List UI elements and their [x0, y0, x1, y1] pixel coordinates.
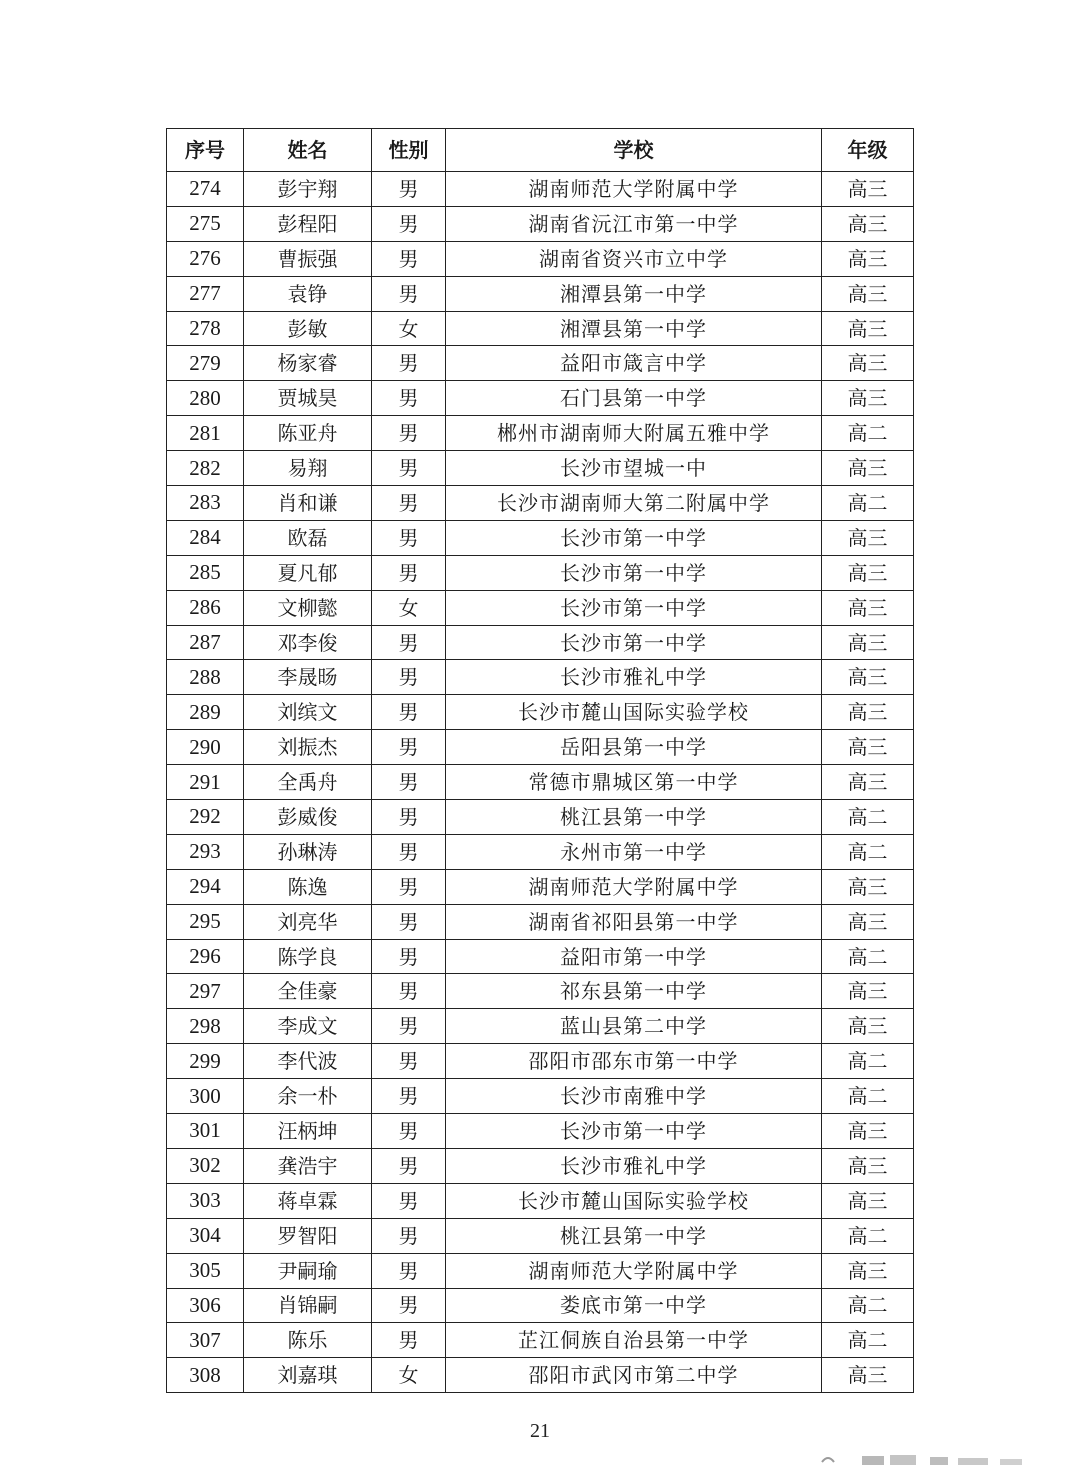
- cell-school: 益阳市箴言中学: [446, 346, 822, 381]
- cell-school: 长沙市雅礼中学: [446, 1148, 822, 1183]
- table-row: [167, 346, 914, 381]
- cell-school: 桃江县第一中学: [446, 800, 822, 835]
- cell-school: 湖南省资兴市立中学: [446, 241, 822, 276]
- cell-index: 293: [167, 834, 244, 869]
- cell-school: 蓝山县第二中学: [446, 1009, 822, 1044]
- cell-index: 290: [167, 730, 244, 765]
- cell-gender: 男: [372, 1253, 446, 1288]
- cell-name: 陈学良: [244, 939, 372, 974]
- cell-gender: 男: [372, 800, 446, 835]
- cell-index: 281: [167, 416, 244, 451]
- cell-school: 湖南省沅江市第一中学: [446, 206, 822, 241]
- cell-name: 余一朴: [244, 1079, 372, 1114]
- cell-name: 肖和谦: [244, 486, 372, 521]
- cell-index: 306: [167, 1288, 244, 1323]
- cell-gender: 男: [372, 276, 446, 311]
- cell-grade: 高二: [822, 486, 914, 521]
- cell-gender: 男: [372, 451, 446, 486]
- table-row: [167, 730, 914, 765]
- cell-name: 易翔: [244, 451, 372, 486]
- cell-gender: 男: [372, 1079, 446, 1114]
- cell-grade: 高三: [822, 206, 914, 241]
- cell-index: 275: [167, 206, 244, 241]
- table-row: [167, 276, 914, 311]
- cell-index: 276: [167, 241, 244, 276]
- cell-name: 夏凡郁: [244, 555, 372, 590]
- cell-grade: 高二: [822, 1044, 914, 1079]
- cell-gender: 女: [372, 1358, 446, 1393]
- cell-grade: 高三: [822, 381, 914, 416]
- cell-name: 刘缤文: [244, 695, 372, 730]
- table-row: [167, 695, 914, 730]
- cell-gender: 男: [372, 486, 446, 521]
- cell-grade: 高三: [822, 765, 914, 800]
- table-row: [167, 172, 914, 207]
- cell-index: 305: [167, 1253, 244, 1288]
- cell-index: 307: [167, 1323, 244, 1358]
- header-index: 序号: [167, 129, 244, 172]
- table-row: [167, 904, 914, 939]
- cell-school: 郴州市湖南师大附属五雅中学: [446, 416, 822, 451]
- table-header-row: [167, 129, 914, 172]
- cell-school: 长沙市南雅中学: [446, 1079, 822, 1114]
- cell-name: 邓李俊: [244, 625, 372, 660]
- cell-index: 302: [167, 1148, 244, 1183]
- table-row: [167, 1009, 914, 1044]
- cell-name: 龚浩宇: [244, 1148, 372, 1183]
- cell-gender: 男: [372, 834, 446, 869]
- cell-grade: 高三: [822, 1253, 914, 1288]
- cell-gender: 男: [372, 1183, 446, 1218]
- cell-school: 桃江县第一中学: [446, 1218, 822, 1253]
- cell-gender: 男: [372, 1148, 446, 1183]
- table-row: [167, 416, 914, 451]
- cell-index: 285: [167, 555, 244, 590]
- cell-index: 308: [167, 1358, 244, 1393]
- cell-gender: 男: [372, 869, 446, 904]
- table-row: [167, 1183, 914, 1218]
- table-row: [167, 486, 914, 521]
- cell-name: 汪柄坤: [244, 1114, 372, 1149]
- cell-index: 295: [167, 904, 244, 939]
- cell-name: 刘嘉琪: [244, 1358, 372, 1393]
- header-school: 学校: [446, 129, 822, 172]
- cell-school: 石门县第一中学: [446, 381, 822, 416]
- table-row: [167, 869, 914, 904]
- cell-gender: 男: [372, 172, 446, 207]
- cell-index: 283: [167, 486, 244, 521]
- cell-school: 长沙市第一中学: [446, 520, 822, 555]
- table-row: [167, 381, 914, 416]
- cell-school: 长沙市麓山国际实验学校: [446, 1183, 822, 1218]
- cell-name: 蒋卓霖: [244, 1183, 372, 1218]
- cell-grade: 高三: [822, 1114, 914, 1149]
- cell-gender: 男: [372, 904, 446, 939]
- cell-name: 李代波: [244, 1044, 372, 1079]
- table-row: [167, 939, 914, 974]
- cell-gender: 男: [372, 1323, 446, 1358]
- cell-name: 彭敏: [244, 311, 372, 346]
- page-number: 21: [530, 1420, 550, 1442]
- cell-grade: 高三: [822, 625, 914, 660]
- cell-school: 湖南师范大学附属中学: [446, 869, 822, 904]
- cell-index: 277: [167, 276, 244, 311]
- header-gender: 性别: [372, 129, 446, 172]
- cell-name: 全佳豪: [244, 974, 372, 1009]
- cell-grade: 高二: [822, 416, 914, 451]
- cell-grade: 高三: [822, 695, 914, 730]
- cell-index: 279: [167, 346, 244, 381]
- table-row: [167, 590, 914, 625]
- cell-grade: 高三: [822, 590, 914, 625]
- cell-name: 李成文: [244, 1009, 372, 1044]
- cell-grade: 高三: [822, 451, 914, 486]
- cell-gender: 男: [372, 1114, 446, 1149]
- cell-grade: 高三: [822, 904, 914, 939]
- cell-school: 湘潭县第一中学: [446, 276, 822, 311]
- cell-name: 彭威俊: [244, 800, 372, 835]
- cell-grade: 高二: [822, 939, 914, 974]
- cell-school: 长沙市第一中学: [446, 1114, 822, 1149]
- cell-grade: 高三: [822, 520, 914, 555]
- cell-name: 陈乐: [244, 1323, 372, 1358]
- table-row: [167, 1218, 914, 1253]
- cell-index: 294: [167, 869, 244, 904]
- cell-index: 292: [167, 800, 244, 835]
- table-row: [167, 241, 914, 276]
- cell-school: 长沙市湖南师大第二附属中学: [446, 486, 822, 521]
- cell-name: 肖锦嗣: [244, 1288, 372, 1323]
- cell-index: 274: [167, 172, 244, 207]
- cell-school: 长沙市麓山国际实验学校: [446, 695, 822, 730]
- cell-school: 湖南师范大学附属中学: [446, 1253, 822, 1288]
- cell-school: 长沙市第一中学: [446, 590, 822, 625]
- cell-grade: 高二: [822, 800, 914, 835]
- table-row: [167, 451, 914, 486]
- header-grade: 年级: [822, 129, 914, 172]
- cell-gender: 男: [372, 206, 446, 241]
- cell-school: 岳阳县第一中学: [446, 730, 822, 765]
- cell-index: 286: [167, 590, 244, 625]
- cell-school: 长沙市望城一中: [446, 451, 822, 486]
- cell-gender: 男: [372, 416, 446, 451]
- cell-grade: 高三: [822, 1183, 914, 1218]
- cell-grade: 高三: [822, 241, 914, 276]
- cell-index: 288: [167, 660, 244, 695]
- table-row: [167, 1323, 914, 1358]
- cell-gender: 男: [372, 625, 446, 660]
- table-row: [167, 206, 914, 241]
- cell-gender: 男: [372, 241, 446, 276]
- cell-index: 298: [167, 1009, 244, 1044]
- cell-grade: 高三: [822, 172, 914, 207]
- table-row: [167, 625, 914, 660]
- cell-gender: 男: [372, 1218, 446, 1253]
- table-row: [167, 1044, 914, 1079]
- cell-school: 长沙市第一中学: [446, 555, 822, 590]
- table-row: [167, 1253, 914, 1288]
- cell-gender: 女: [372, 311, 446, 346]
- cell-gender: 男: [372, 939, 446, 974]
- cell-grade: 高三: [822, 311, 914, 346]
- cell-grade: 高三: [822, 660, 914, 695]
- cell-grade: 高二: [822, 1323, 914, 1358]
- cell-grade: 高三: [822, 276, 914, 311]
- cell-name: 尹嗣瑜: [244, 1253, 372, 1288]
- cell-gender: 男: [372, 695, 446, 730]
- cell-index: 291: [167, 765, 244, 800]
- cell-gender: 男: [372, 520, 446, 555]
- cell-gender: 男: [372, 730, 446, 765]
- cell-school: 常德市鼎城区第一中学: [446, 765, 822, 800]
- cell-index: 280: [167, 381, 244, 416]
- cell-name: 全禹舟: [244, 765, 372, 800]
- cell-index: 303: [167, 1183, 244, 1218]
- cell-grade: 高二: [822, 1079, 914, 1114]
- cell-name: 彭宇翔: [244, 172, 372, 207]
- cell-gender: 男: [372, 1044, 446, 1079]
- cell-index: 284: [167, 520, 244, 555]
- cell-school: 湖南省祁阳县第一中学: [446, 904, 822, 939]
- cell-school: 永州市第一中学: [446, 834, 822, 869]
- cell-index: 278: [167, 311, 244, 346]
- cell-grade: 高三: [822, 1358, 914, 1393]
- cell-index: 297: [167, 974, 244, 1009]
- table-row: [167, 311, 914, 346]
- cell-name: 刘亮华: [244, 904, 372, 939]
- table-row: [167, 1148, 914, 1183]
- cell-gender: 女: [372, 590, 446, 625]
- cell-gender: 男: [372, 765, 446, 800]
- cell-gender: 男: [372, 346, 446, 381]
- cell-index: 282: [167, 451, 244, 486]
- cell-grade: 高三: [822, 1009, 914, 1044]
- cell-name: 杨家睿: [244, 346, 372, 381]
- watermark-logo: [818, 1450, 1058, 1465]
- cell-name: 文柳懿: [244, 590, 372, 625]
- table-row: [167, 1079, 914, 1114]
- cell-name: 贾城昊: [244, 381, 372, 416]
- cell-name: 陈逸: [244, 869, 372, 904]
- cell-gender: 男: [372, 660, 446, 695]
- cell-index: 287: [167, 625, 244, 660]
- table-row: [167, 1114, 914, 1149]
- cell-school: 长沙市雅礼中学: [446, 660, 822, 695]
- table-body: [167, 172, 914, 1393]
- cell-school: 娄底市第一中学: [446, 1288, 822, 1323]
- cell-name: 袁铮: [244, 276, 372, 311]
- table-row: [167, 660, 914, 695]
- cell-grade: 高三: [822, 869, 914, 904]
- cell-school: 湘潭县第一中学: [446, 311, 822, 346]
- cell-grade: 高三: [822, 346, 914, 381]
- cell-index: 301: [167, 1114, 244, 1149]
- table-row: [167, 520, 914, 555]
- cell-index: 304: [167, 1218, 244, 1253]
- cell-school: 湖南师范大学附属中学: [446, 172, 822, 207]
- table-row: [167, 834, 914, 869]
- cell-index: 296: [167, 939, 244, 974]
- cell-name: 欧磊: [244, 520, 372, 555]
- cell-grade: 高三: [822, 974, 914, 1009]
- table-row: [167, 1288, 914, 1323]
- table-row: [167, 1358, 914, 1393]
- cell-school: 长沙市第一中学: [446, 625, 822, 660]
- cell-name: 曹振强: [244, 241, 372, 276]
- cell-grade: 高三: [822, 1148, 914, 1183]
- cell-grade: 高二: [822, 834, 914, 869]
- roster-table: [166, 128, 914, 1393]
- cell-gender: 男: [372, 555, 446, 590]
- cell-school: 邵阳市武冈市第二中学: [446, 1358, 822, 1393]
- cell-grade: 高三: [822, 730, 914, 765]
- table-row: [167, 555, 914, 590]
- cell-name: 彭程阳: [244, 206, 372, 241]
- cell-name: 罗智阳: [244, 1218, 372, 1253]
- cell-gender: 男: [372, 381, 446, 416]
- cell-gender: 男: [372, 974, 446, 1009]
- cell-index: 289: [167, 695, 244, 730]
- cell-name: 陈亚舟: [244, 416, 372, 451]
- cell-grade: 高二: [822, 1218, 914, 1253]
- table-row: [167, 765, 914, 800]
- cell-name: 孙琳涛: [244, 834, 372, 869]
- cell-school: 芷江侗族自治县第一中学: [446, 1323, 822, 1358]
- header-name: 姓名: [244, 129, 372, 172]
- cell-index: 300: [167, 1079, 244, 1114]
- cell-gender: 男: [372, 1009, 446, 1044]
- cell-school: 邵阳市邵东市第一中学: [446, 1044, 822, 1079]
- cell-school: 祁东县第一中学: [446, 974, 822, 1009]
- cell-grade: 高二: [822, 1288, 914, 1323]
- table-row: [167, 974, 914, 1009]
- cell-school: 益阳市第一中学: [446, 939, 822, 974]
- cell-grade: 高三: [822, 555, 914, 590]
- cell-name: 刘振杰: [244, 730, 372, 765]
- cell-gender: 男: [372, 1288, 446, 1323]
- cell-index: 299: [167, 1044, 244, 1079]
- table-row: [167, 800, 914, 835]
- cell-name: 李晟旸: [244, 660, 372, 695]
